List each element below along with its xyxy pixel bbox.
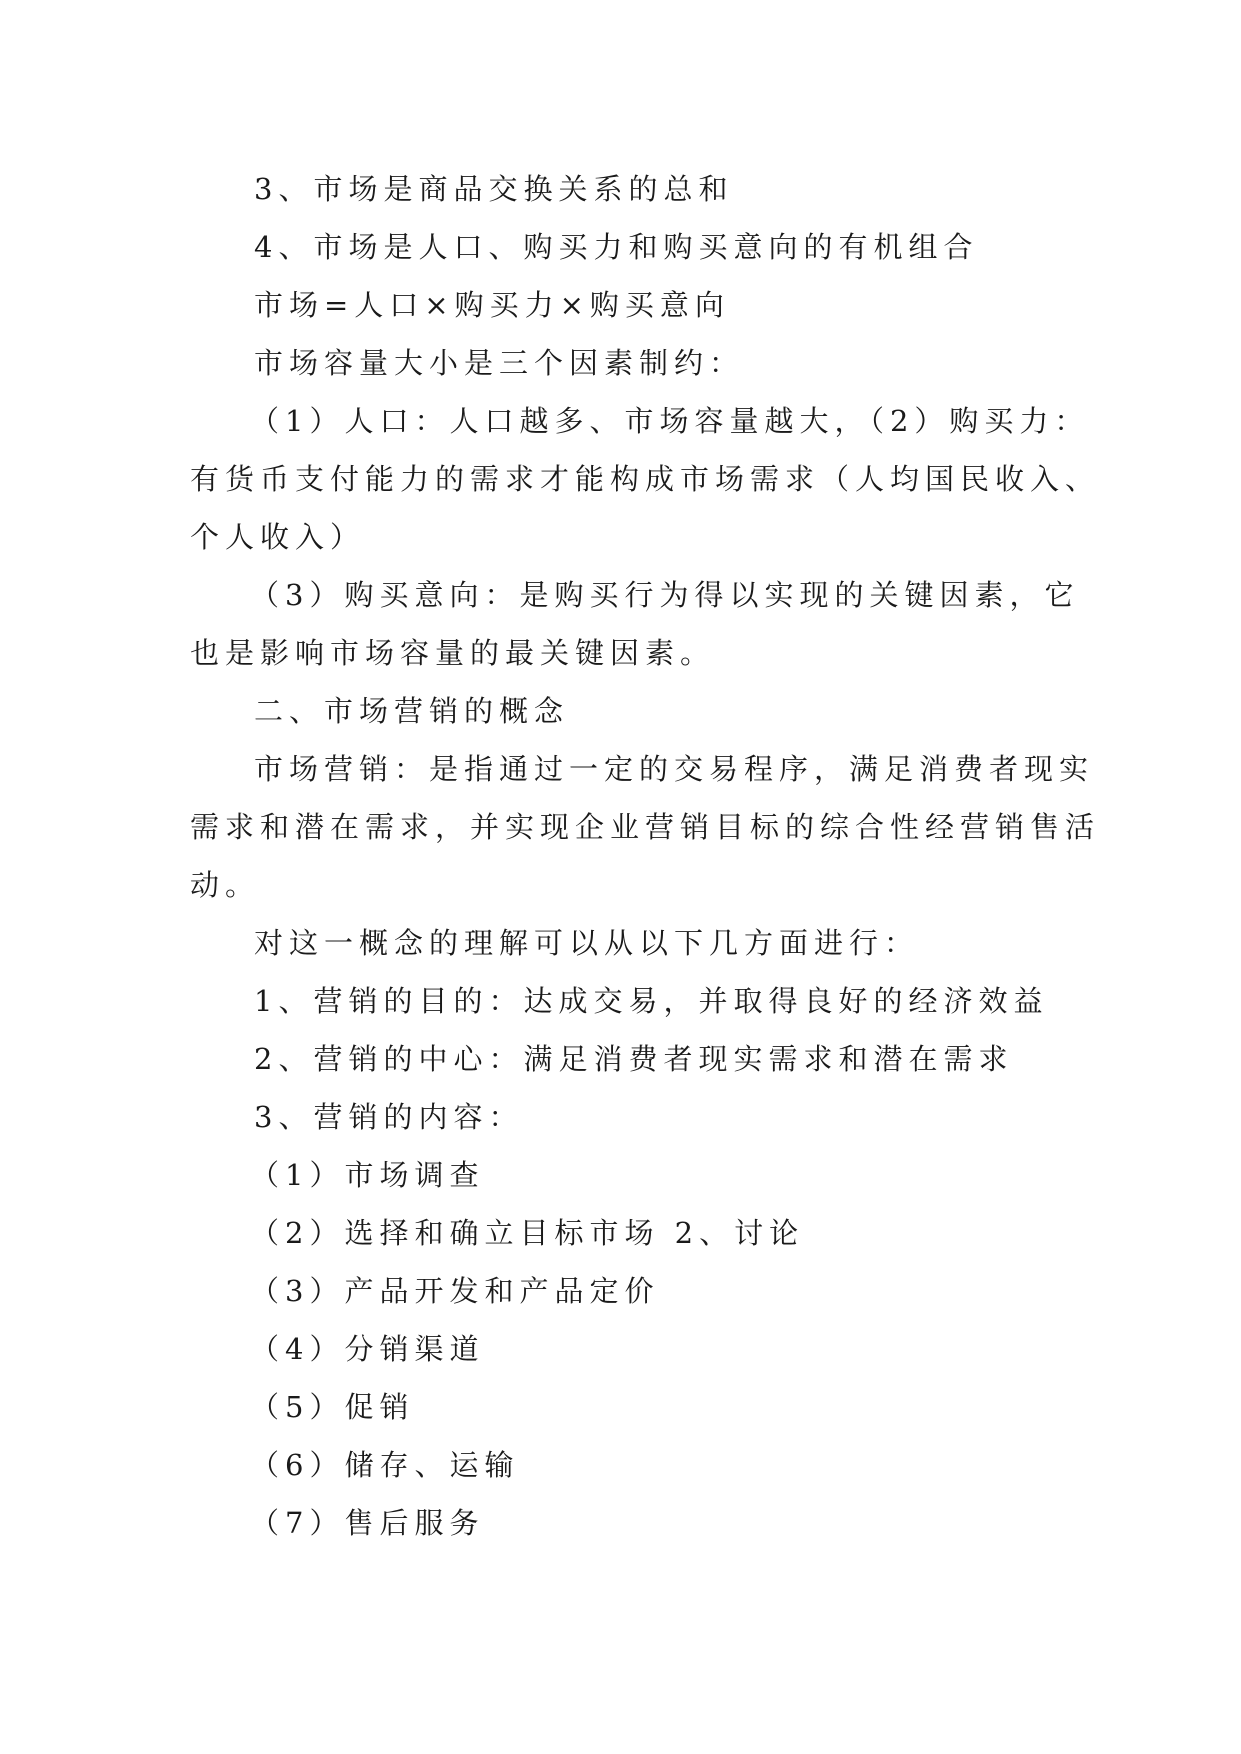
paragraph-line: 对这一概念的理解可以从以下几方面进行： xyxy=(254,926,920,960)
paragraph-line: 市场=人口×购买力×购买意向 xyxy=(254,288,730,322)
list-item: （2）选择和确立目标市场 2、讨论 xyxy=(250,1216,805,1250)
list-item: （4）分销渠道 xyxy=(250,1332,485,1366)
list-item: （3）产品开发和产品定价 xyxy=(250,1274,660,1308)
document-body xyxy=(190,160,1101,1552)
list-item: （5）促销 xyxy=(250,1390,415,1424)
list-item: 1、营销的目的：达成交易，并取得良好的经济效益 xyxy=(254,984,1049,1018)
paragraph-line: 需求和潜在需求，并实现企业营销目标的综合性经营销售活 xyxy=(190,810,1101,844)
paragraph-line: 4、市场是人口、购买力和购买意向的有机组合 xyxy=(254,230,979,264)
list-item: 2、营销的中心：满足消费者现实需求和潜在需求 xyxy=(254,1042,1014,1076)
paragraph-line: （3）购买意向：是购买行为得以实现的关键因素，它 xyxy=(250,578,1080,612)
list-item: 3、营销的内容： xyxy=(254,1100,524,1134)
paragraph-line: 市场营销：是指通过一定的交易程序，满足消费者现实 xyxy=(254,752,1095,786)
paragraph-line: 也是影响市场容量的最关键因素。 xyxy=(190,636,716,670)
list-item: （1）市场调查 xyxy=(250,1158,485,1192)
paragraph-line: 个人收入） xyxy=(190,520,366,554)
paragraph-line: 有货币支付能力的需求才能构成市场需求（人均国民收入、 xyxy=(190,462,1101,496)
paragraph-line: 3、市场是商品交换关系的总和 xyxy=(254,172,734,206)
paragraph-line: 市场容量大小是三个因素制约： xyxy=(254,346,745,380)
paragraph-line: （1）人口：人口越多、市场容量越大，（2）购买力： xyxy=(250,404,1090,438)
list-item: （6）储存、运输 xyxy=(250,1448,520,1482)
list-item: （7）售后服务 xyxy=(250,1506,485,1540)
paragraph-line: 动。 xyxy=(190,868,261,902)
section-heading: 二、市场营销的概念 xyxy=(254,694,570,728)
